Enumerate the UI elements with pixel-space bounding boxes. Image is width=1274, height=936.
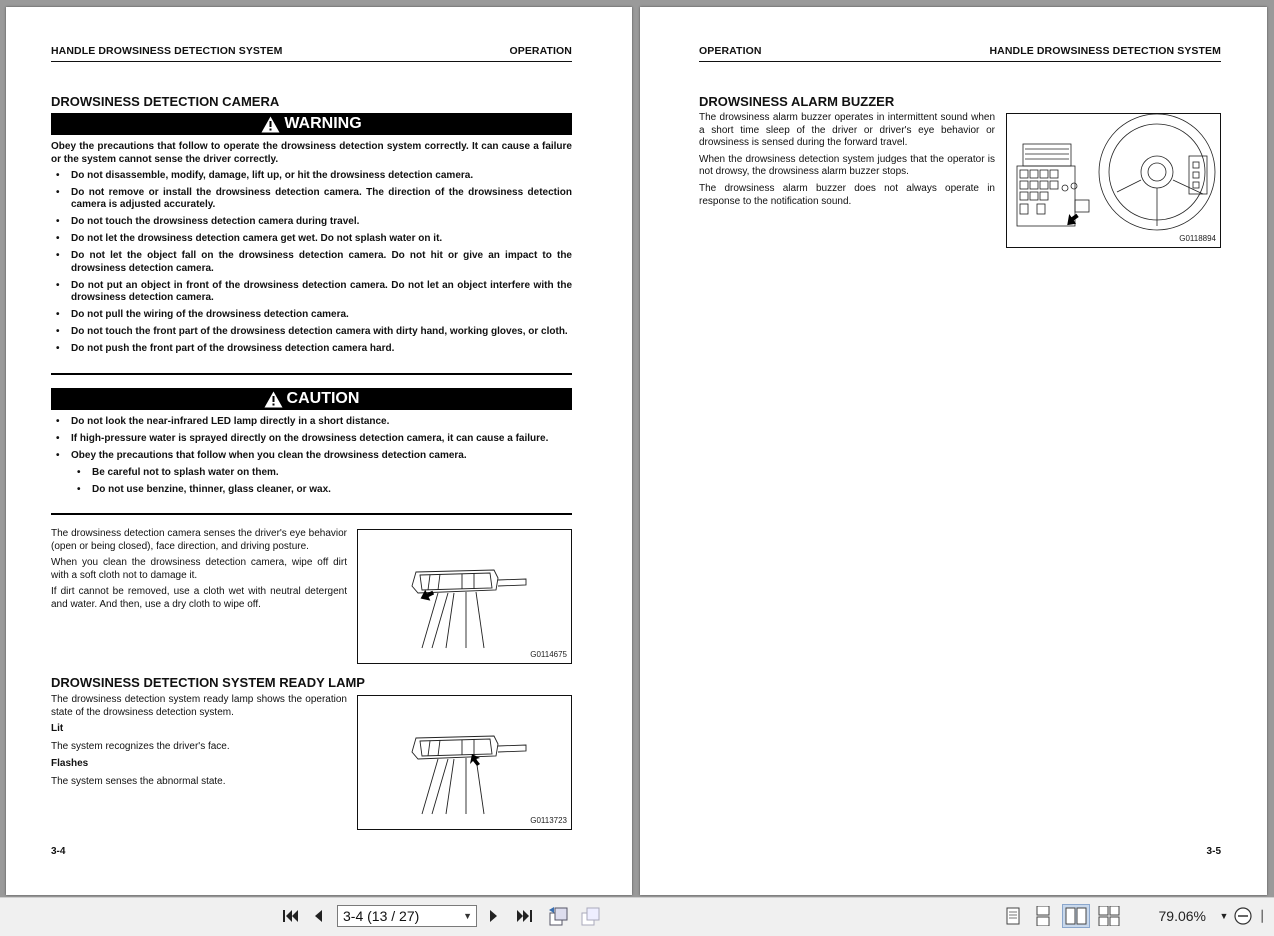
buzzer-description bbox=[699, 112, 995, 208]
previous-view-icon[interactable] bbox=[546, 904, 570, 928]
warning-list bbox=[51, 170, 572, 360]
lit-label: Lit bbox=[51, 723, 64, 735]
single-page-icon[interactable] bbox=[1002, 904, 1024, 928]
buzzer-figure bbox=[1006, 113, 1221, 248]
page-dropdown-caret-icon[interactable]: ▼ bbox=[463, 911, 472, 921]
list-item: • Be careful not to splash water on them. bbox=[51, 467, 572, 480]
list-item: • Do not disassemble, modify, damage, lift up, or hit the drowsiness detection camera. bbox=[51, 170, 572, 183]
warning-intro: Obey the precautions that follow to operate the drowsiness detection system correctly. It can cause a failure or the system cannot sense the driver correctly. bbox=[51, 141, 572, 165]
page-number: 3-5 bbox=[1206, 846, 1221, 857]
list-item: • Do not touch the front part of the drowsiness detection camera with dirty hand, working gloves, or cloth. bbox=[51, 326, 572, 339]
zoom-level[interactable]: 79.06% bbox=[1158, 908, 1206, 924]
figure-code: G0113723 bbox=[530, 816, 567, 825]
page-number-input[interactable] bbox=[337, 905, 477, 927]
list-item: • Do not use benzine, thinner, glass cleaner, or wax. bbox=[51, 484, 572, 497]
caution-triangle-icon bbox=[264, 391, 283, 408]
list-item: • Do not push the front part of the drowsiness detection camera hard. bbox=[51, 343, 572, 356]
prev-page-icon[interactable] bbox=[308, 904, 328, 928]
last-page-icon[interactable] bbox=[513, 904, 537, 928]
section-title-buzzer: DROWSINESS ALARM BUZZER bbox=[699, 94, 895, 109]
next-page-icon[interactable] bbox=[484, 904, 504, 928]
first-page-icon[interactable] bbox=[279, 904, 301, 928]
right-page bbox=[640, 7, 1267, 895]
facing-icon[interactable] bbox=[1062, 904, 1090, 928]
list-item: • Do not remove or install the drowsiness detection camera. The direction of the drowsiness detection camera is adjusted accurately. bbox=[51, 187, 572, 212]
header-rule bbox=[51, 61, 572, 62]
header-right: OPERATION bbox=[509, 45, 572, 57]
list-item: • Do not put an object in front of the drowsiness detection camera. Do not let an object interfere with the drowsiness detection camera. bbox=[51, 280, 572, 305]
buzzer-paragraph: The drowsiness alarm buzzer does not always operate in response to the notification sound. bbox=[699, 182, 995, 207]
warning-triangle-icon bbox=[261, 116, 280, 133]
page-number-value: 3-4 (13 / 27) bbox=[343, 908, 420, 924]
caution-banner bbox=[51, 388, 572, 410]
camera-paragraph: When you clean the drowsiness detection camera, wipe off dirt with a soft cloth not to damage it. bbox=[51, 557, 347, 581]
warning-end-rule bbox=[51, 373, 572, 375]
lit-text: The system recognizes the driver's face. bbox=[51, 740, 230, 752]
list-item: • Do not touch the drowsiness detection camera during travel. bbox=[51, 216, 572, 229]
warning-label: WARNING bbox=[284, 115, 362, 132]
continuous-icon[interactable] bbox=[1032, 904, 1054, 928]
buzzer-paragraph: The drowsiness alarm buzzer operates in intermittent sound when a short time sleep of the driver or driver's eye behavior or drowsiness is sensed during the forward travel. bbox=[699, 112, 995, 149]
left-page bbox=[6, 7, 632, 895]
zoom-out-icon[interactable] bbox=[1232, 904, 1254, 928]
flashes-label: Flashes bbox=[51, 758, 89, 770]
list-item: • Do not let the drowsiness detection camera get wet. Do not splash water on it. bbox=[51, 233, 572, 246]
viewer-toolbar bbox=[0, 897, 1274, 936]
camera-figure bbox=[357, 529, 572, 664]
toolbar-overflow-icon[interactable]: ▏ bbox=[1261, 910, 1271, 923]
caution-end-rule bbox=[51, 513, 572, 515]
figure-code: G0114675 bbox=[530, 650, 567, 659]
camera-illustration bbox=[358, 530, 571, 663]
list-item: • Obey the precautions that follow when you clean the drowsiness detection camera. bbox=[51, 450, 572, 463]
list-item: • Do not look the near-infrared LED lamp directly in a short distance. bbox=[51, 416, 572, 429]
camera-paragraph: If dirt cannot be removed, use a cloth wet with neutral detergent and water. And then, use a dry cloth to wipe off. bbox=[51, 586, 347, 610]
dashboard-illustration bbox=[1007, 114, 1220, 247]
warning-banner bbox=[51, 113, 572, 135]
ready-lamp-description bbox=[51, 694, 347, 789]
section-title-ready-lamp: DROWSINESS DETECTION SYSTEM READY LAMP bbox=[51, 675, 365, 690]
caution-label: CAUTION bbox=[286, 390, 360, 407]
flashes-text: The system senses the abnormal state. bbox=[51, 775, 226, 787]
caution-list bbox=[51, 416, 572, 500]
zoom-dropdown-caret-icon[interactable]: ▼ bbox=[1219, 911, 1229, 921]
continuous-facing-icon[interactable] bbox=[1097, 904, 1121, 928]
camera-description bbox=[51, 528, 347, 612]
list-item: • Do not pull the wiring of the drowsiness detection camera. bbox=[51, 309, 572, 322]
section-title-camera: DROWSINESS DETECTION CAMERA bbox=[51, 94, 280, 109]
buzzer-paragraph: When the drowsiness detection system judges that the operator is not drowsy, the drowsiness alarm buzzer stops. bbox=[699, 153, 995, 178]
ready-lamp-figure bbox=[357, 695, 572, 830]
ready-lamp-intro: The drowsiness detection system ready lamp shows the operation state of the drowsiness detection system. bbox=[51, 694, 347, 718]
page-number: 3-4 bbox=[51, 846, 66, 857]
header-rule bbox=[699, 61, 1221, 62]
ready-lamp-illustration bbox=[358, 696, 571, 829]
next-view-icon[interactable] bbox=[578, 904, 602, 928]
header-left: HANDLE DROWSINESS DETECTION SYSTEM bbox=[51, 45, 283, 57]
header-right: HANDLE DROWSINESS DETECTION SYSTEM bbox=[989, 45, 1221, 57]
header-left: OPERATION bbox=[699, 45, 762, 57]
camera-paragraph: The drowsiness detection camera senses the driver's eye behavior (open or being closed), face direction, and driving posture. bbox=[51, 528, 347, 552]
list-item: • Do not let the object fall on the drowsiness detection camera. Do not hit or give an impact to the drowsiness detection camera. bbox=[51, 250, 572, 275]
figure-code: G0118894 bbox=[1179, 234, 1216, 243]
list-item: • If high-pressure water is sprayed directly on the drowsiness detection camera, it can cause a failure. bbox=[51, 433, 572, 446]
